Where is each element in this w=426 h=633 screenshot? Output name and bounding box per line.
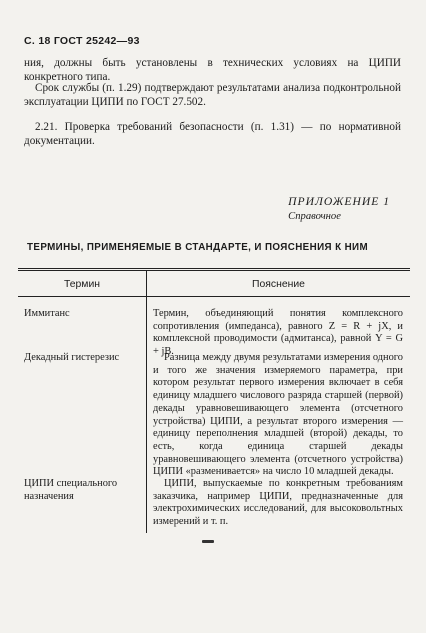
paragraph-continuation: ния, должны быть установлены в технических условиях на ЦИПИ конкретного типа. (24, 57, 401, 83)
running-head: С. 18 ГОСТ 25242—93 (24, 35, 140, 47)
appendix-title: ПРИЛОЖЕНИЕ 1 (288, 195, 390, 208)
table-column-divider (146, 271, 147, 533)
table-row-term: Декадный гистерезис (24, 352, 120, 363)
terms-heading: ТЕРМИНЫ, ПРИМЕНЯЕМЫЕ В СТАНДАРТЕ, И ПОЯСНЕНИЯ К НИМ (27, 242, 369, 253)
page-end-mark (202, 540, 214, 543)
column-header-explanation: Пояснение (252, 279, 305, 290)
table-row-explanation: Термин, объединяющий понятия комплексного сопротивления (импеданса), равного Z = R + jX, и комплексной проводимости (адмитанса), равной Y = G + jB. (153, 308, 403, 358)
table-top-rule (18, 268, 410, 269)
paragraph-safety-check: 2.21. Проверка требований безопасности (п. 1.31) — по нормативной документации. (24, 121, 401, 147)
terms-table (18, 266, 410, 546)
table-top-rule-double (18, 270, 410, 271)
table-row-term: Иммитанс (24, 308, 70, 319)
appendix-label (288, 195, 390, 222)
table-row-explanation: Разница между двумя результатами измерения одного и того же значения измеряемого параметра, при котором результат первого измерения включает в себя единицу младшего числового разряда старшей (первой) декады уравновешивающего элемента (отсчетного устройства) ЦИПИ, а результат второго измерения — единицу переполнения младшей (второй) декады, то есть, когда единица старшей декады уравновешивающего элемента (отсчетного устройства) ЦИПИ «разменивается» на число 10 младшей декады. (153, 352, 403, 478)
paragraph-service-life: Срок службы (п. 1.29) подтверждают результатами анализа подконтрольной эксплуатации ЦИПИ по ГОСТ 27.502. (24, 82, 401, 108)
column-header-term: Термин (63, 279, 100, 290)
table-row-explanation: ЦИПИ, выпускаемые по конкретным требованиям заказчика, например ЦИПИ, предназначенные для электрохимических исследований, для высоковольтных измерений и т. п. (153, 478, 403, 528)
appendix-subtitle: Справочное (288, 211, 341, 222)
table-row-term: ЦИПИ специального назначения (24, 478, 118, 502)
table-header-rule (18, 296, 410, 297)
